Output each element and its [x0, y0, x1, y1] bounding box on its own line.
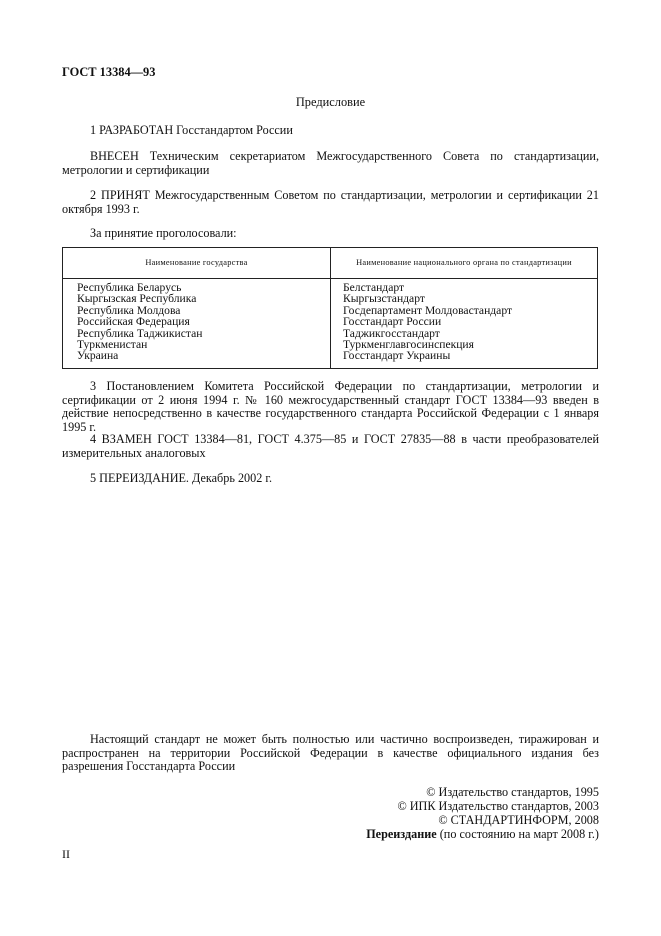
copyright-line: © Издательство стандартов, 1995 [426, 785, 599, 799]
table-column-bodies [343, 282, 512, 362]
paragraph-copyright-notice: Настоящий стандарт не может быть полностью или частично воспроизведен, тиражирован и распространен на территории Российской Федерации в качестве официального издания без разрешения Госстандарта России [62, 732, 599, 774]
document-header: ГОСТ 13384—93 [62, 65, 156, 79]
table-cell-body: Таджикгосстандарт [343, 326, 440, 340]
table-cell-body: Туркменглавгосинспекция [343, 338, 474, 352]
table-header-national-body: Наименование национального органа по стандартизации [356, 258, 572, 267]
paragraph-voted: За принятие проголосовали: [90, 226, 237, 240]
paragraph-adopted: 2 ПРИНЯТ Межгосударственным Советом по стандартизации, метрологии и сертификации 21 октября 1993 г. [62, 188, 599, 216]
section-title: Предисловие [295, 95, 366, 109]
reissue-line [366, 828, 599, 842]
table-cell-state: Российская Федерация [77, 315, 190, 329]
table-cell-state: Кыргызская Республика [77, 292, 197, 306]
paragraph-introduced: ВНЕСЕН Техническим секретариатом Межгосударственного Совета по стандартизации, метрологии и сертификации [62, 149, 599, 177]
paragraph-replaces: 4 ВЗАМЕН ГОСТ 13384—81, ГОСТ 4.375—85 и ГОСТ 27835—88 в части преобразователей измерительных аналоговых [62, 432, 599, 460]
table-cell-state: Республика Беларусь [77, 281, 182, 294]
copyright-line: © СТАНДАРТИНФОРМ, 2008 [438, 813, 599, 827]
table-cell-state: Туркменистан [77, 338, 148, 352]
copyright-line: © ИПК Издательство стандартов, 2003 [397, 799, 599, 813]
table-column-states [77, 282, 202, 362]
voting-table [62, 247, 598, 369]
table-cell-state: Республика Таджикистан [77, 326, 203, 340]
table-cell-body: Белстандарт [343, 281, 405, 294]
paragraph-reissue: 5 ПЕРЕИЗДАНИЕ. Декабрь 2002 г. [90, 471, 273, 485]
table-cell-body: Госстандарт России [343, 315, 442, 329]
paragraph-developed: 1 РАЗРАБОТАН Госстандартом России [90, 123, 293, 137]
reissue-note: (по состоянию на март 2008 г.) [439, 827, 599, 841]
page-number: II [62, 847, 70, 861]
table-cell-state: Республика Молдова [77, 303, 181, 317]
reissue-label: Переиздание [366, 827, 437, 841]
paragraph-resolution: 3 Постановлением Комитета Российской Федерации по стандартизации, метрологии и сертификации от 2 июня 1994 г. № 160 межгосударственный стандарт ГОСТ 13384—93 введен в действие непосредственно в качестве государственного стандарта Российской Федерации с 1 января 1995 г. [62, 379, 599, 434]
table-column-divider [330, 248, 331, 368]
table-cell-body: Госстандарт Украины [343, 349, 451, 363]
table-header-state: Наименование государства [145, 258, 248, 267]
table-cell-state: Украина [77, 349, 119, 363]
table-cell-body: Кыргызстандарт [343, 292, 425, 306]
table-cell-body: Госдепартамент Молдовастандарт [343, 303, 513, 317]
